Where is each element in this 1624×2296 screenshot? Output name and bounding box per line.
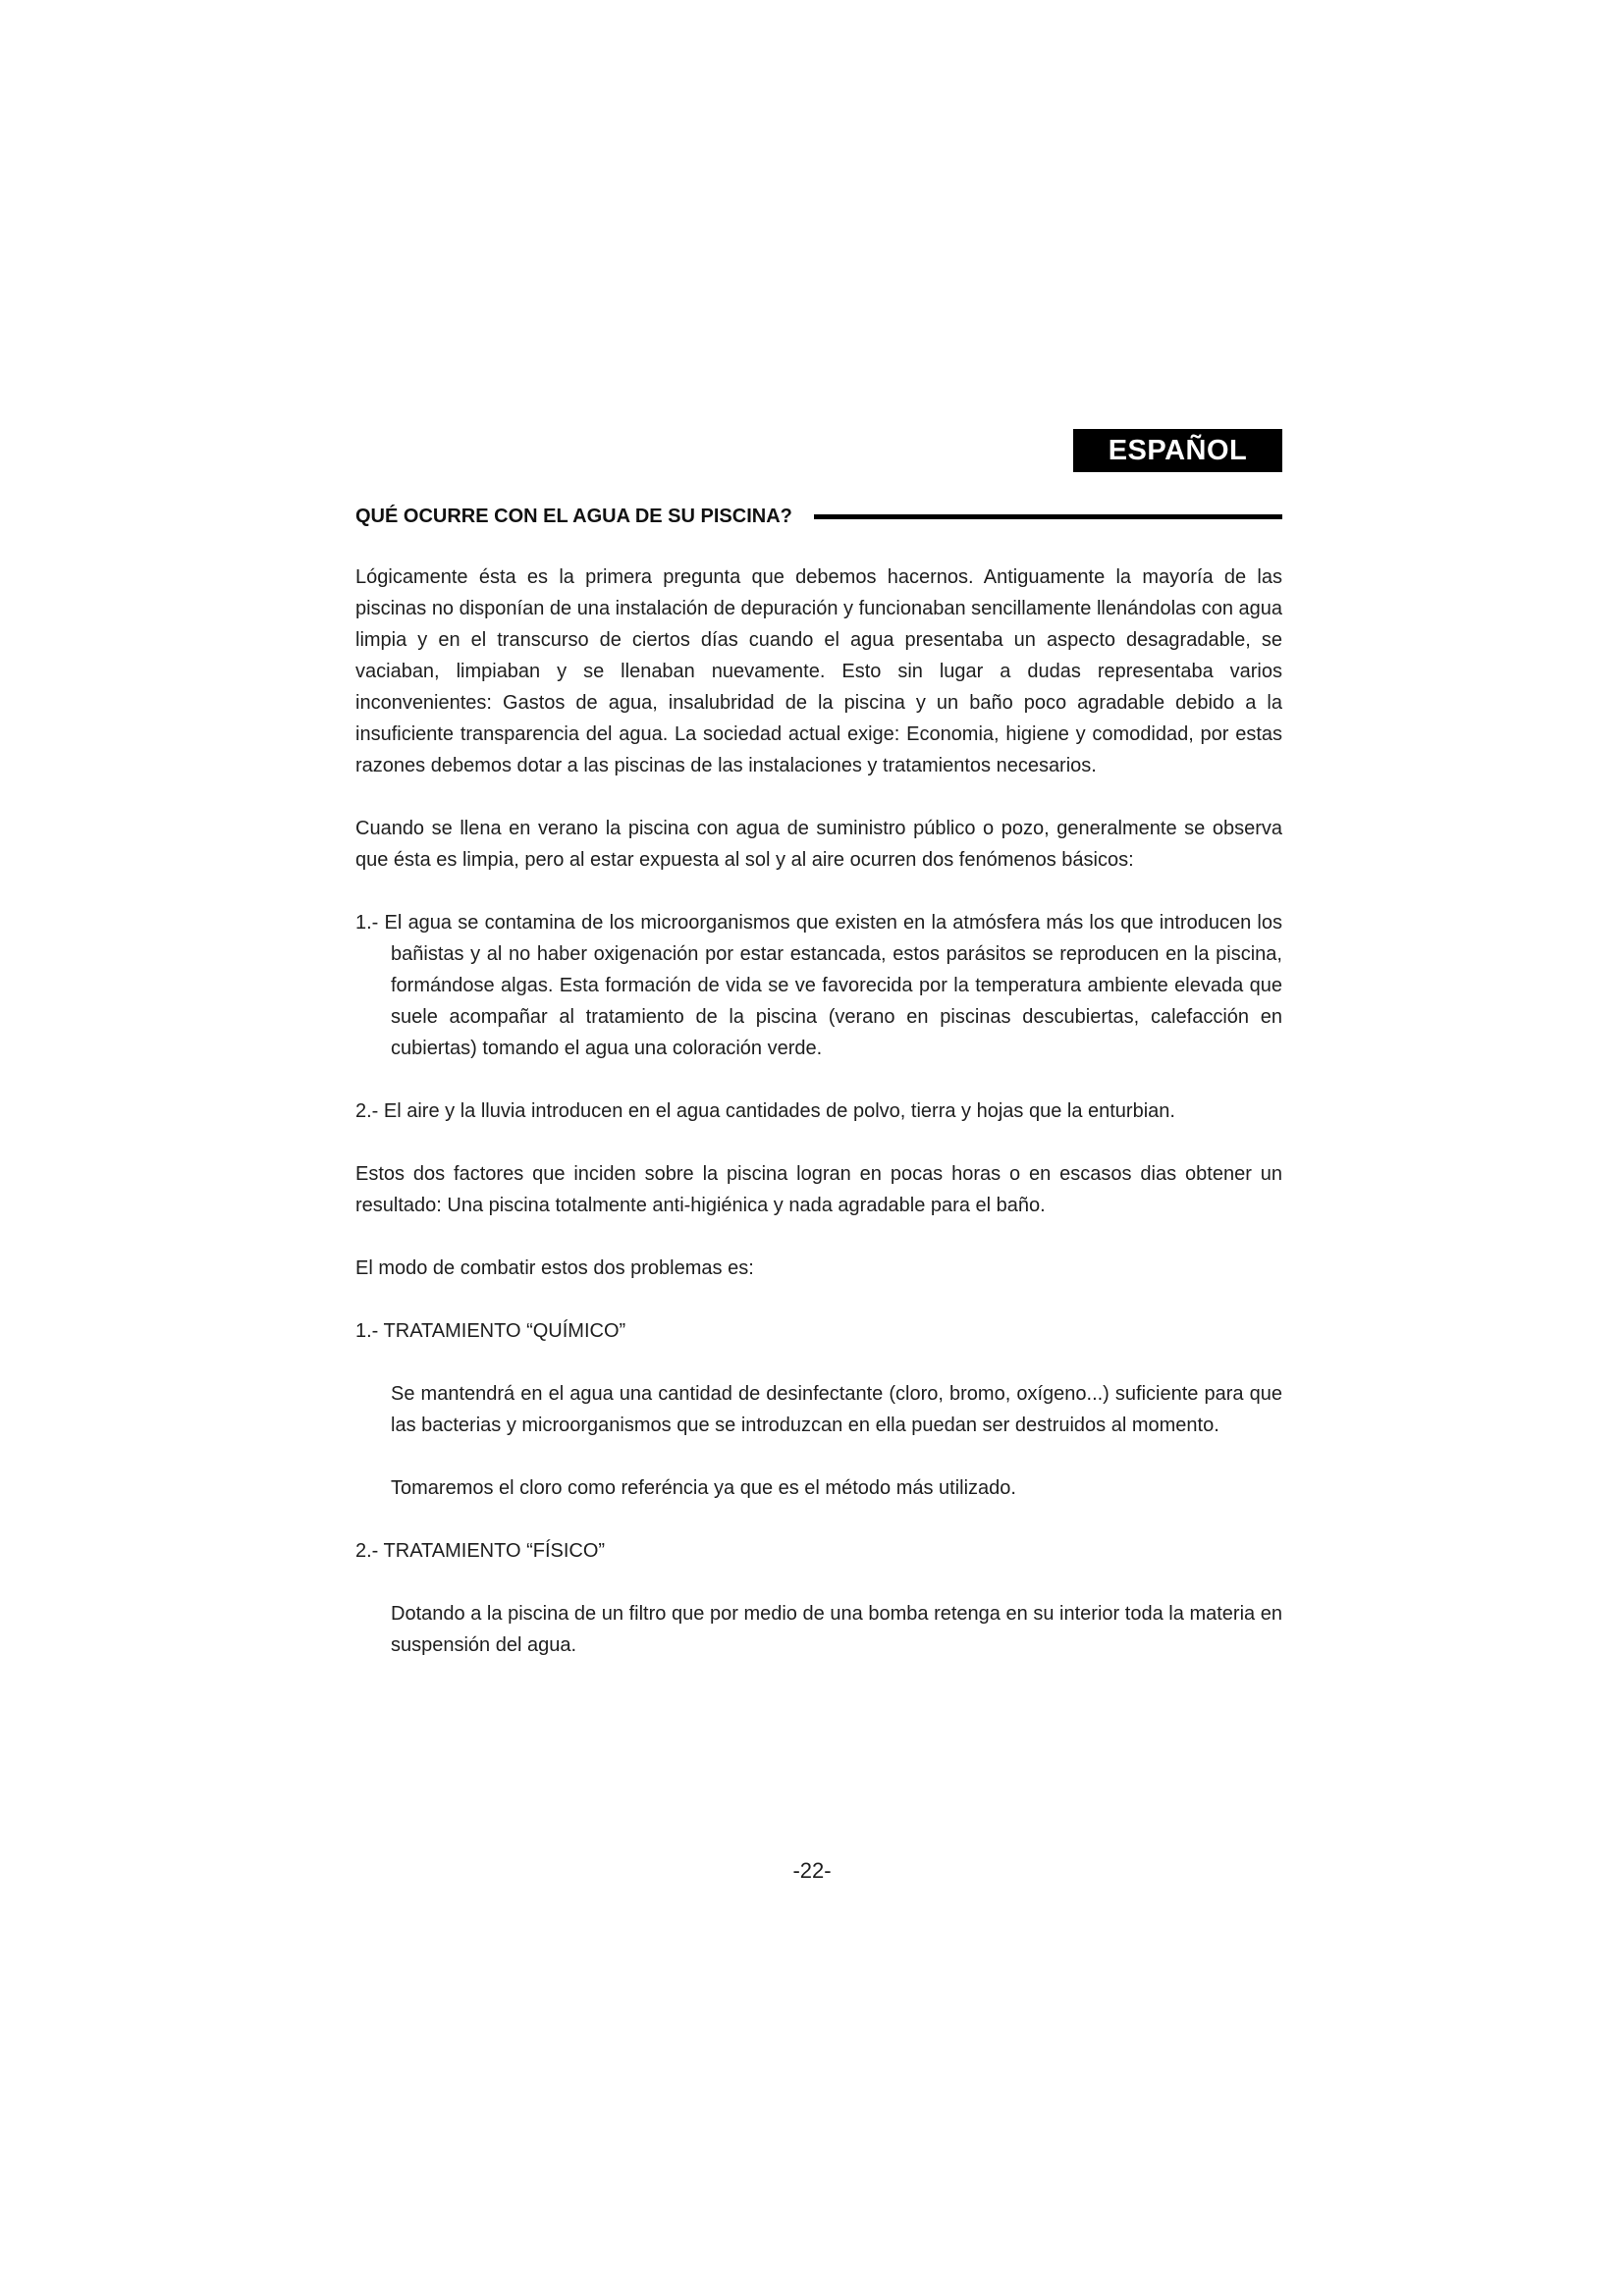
treatment-1-title: 1.- TRATAMIENTO “QUÍMICO”	[355, 1320, 626, 1342]
treatment-1-text-b: Tomaremos el cloro como referéncia ya que es el método más utilizado.	[391, 1477, 1016, 1499]
document-body	[355, 561, 1282, 1692]
numbered-item-1: 1.- El agua se contamina de los microorganismos que existen en la atmósfera más los que introducen los bañistas y al no haber oxigenación por estar estancada, estos parásitos se reproducen en la piscina, formándose algas. Esta formación de vida se ve favorecida por la temperatura ambiente elevada que suele acompañar al tratamiento de la piscina (verano en piscinas descubiertas, calefacción en cubiertas) tomando el agua una coloración verde.	[355, 912, 1282, 1059]
treatment-2-title: 2.- TRATAMIENTO “FÍSICO”	[355, 1540, 606, 1562]
section-heading-row	[355, 502, 1282, 531]
mode-paragraph: El modo de combatir estos dos problemas es:	[355, 1257, 754, 1279]
language-badge: ESPAÑOL	[1073, 429, 1282, 472]
treatment-2-text: Dotando a la piscina de un filtro que por medio de una bomba retenga en su interior toda la materia en suspensión del agua.	[391, 1603, 1282, 1656]
page-number: -22-	[792, 1858, 832, 1883]
numbered-item-2: 2.- El aire y la lluvia introducen en el agua cantidades de polvo, tierra y hojas que la enturbian.	[355, 1100, 1175, 1122]
factors-paragraph: Estos dos factores que inciden sobre la piscina logran en pocas horas o en escasos dias obtener un resultado: Una piscina totalmente anti-higiénica y nada agradable para el baño.	[355, 1163, 1282, 1216]
treatment-1-text-a: Se mantendrá en el agua una cantidad de desinfectante (cloro, bromo, oxígeno...) suficiente para que las bacterias y microorganismos que se introduzcan en ella puedan ser destruidos al momento.	[391, 1383, 1282, 1436]
summer-paragraph: Cuando se llena en verano la piscina con agua de suministro público o pozo, generalmente se observa que ésta es limpia, pero al estar expuesta al sol y al aire ocurren dos fenómenos básicos:	[355, 818, 1282, 871]
intro-paragraph: Lógicamente ésta es la primera pregunta que debemos hacernos. Antiguamente la mayoría de las piscinas no disponían de una instalación de depuración y funcionaban sencillamente llenándolas con agua limpia y en el transcurso de ciertos días cuando el agua presentaba un aspecto desagradable, se vaciaban, limpiaban y se llenaban nuevamente. Esto sin lugar a dudas representaba varios inconvenientes: Gastos de agua, insalubridad de la piscina y un baño poco agradable debido a la insuficiente transparencia del agua. La sociedad actual exige: Economia, higiene y comodidad, por estas razones debemos dotar a las piscinas de las instalaciones y tratamientos necesarios.	[355, 566, 1283, 776]
section-heading: QUÉ OCURRE CON EL AGUA DE SU PISCINA?	[355, 505, 792, 527]
heading-rule	[814, 514, 1282, 519]
